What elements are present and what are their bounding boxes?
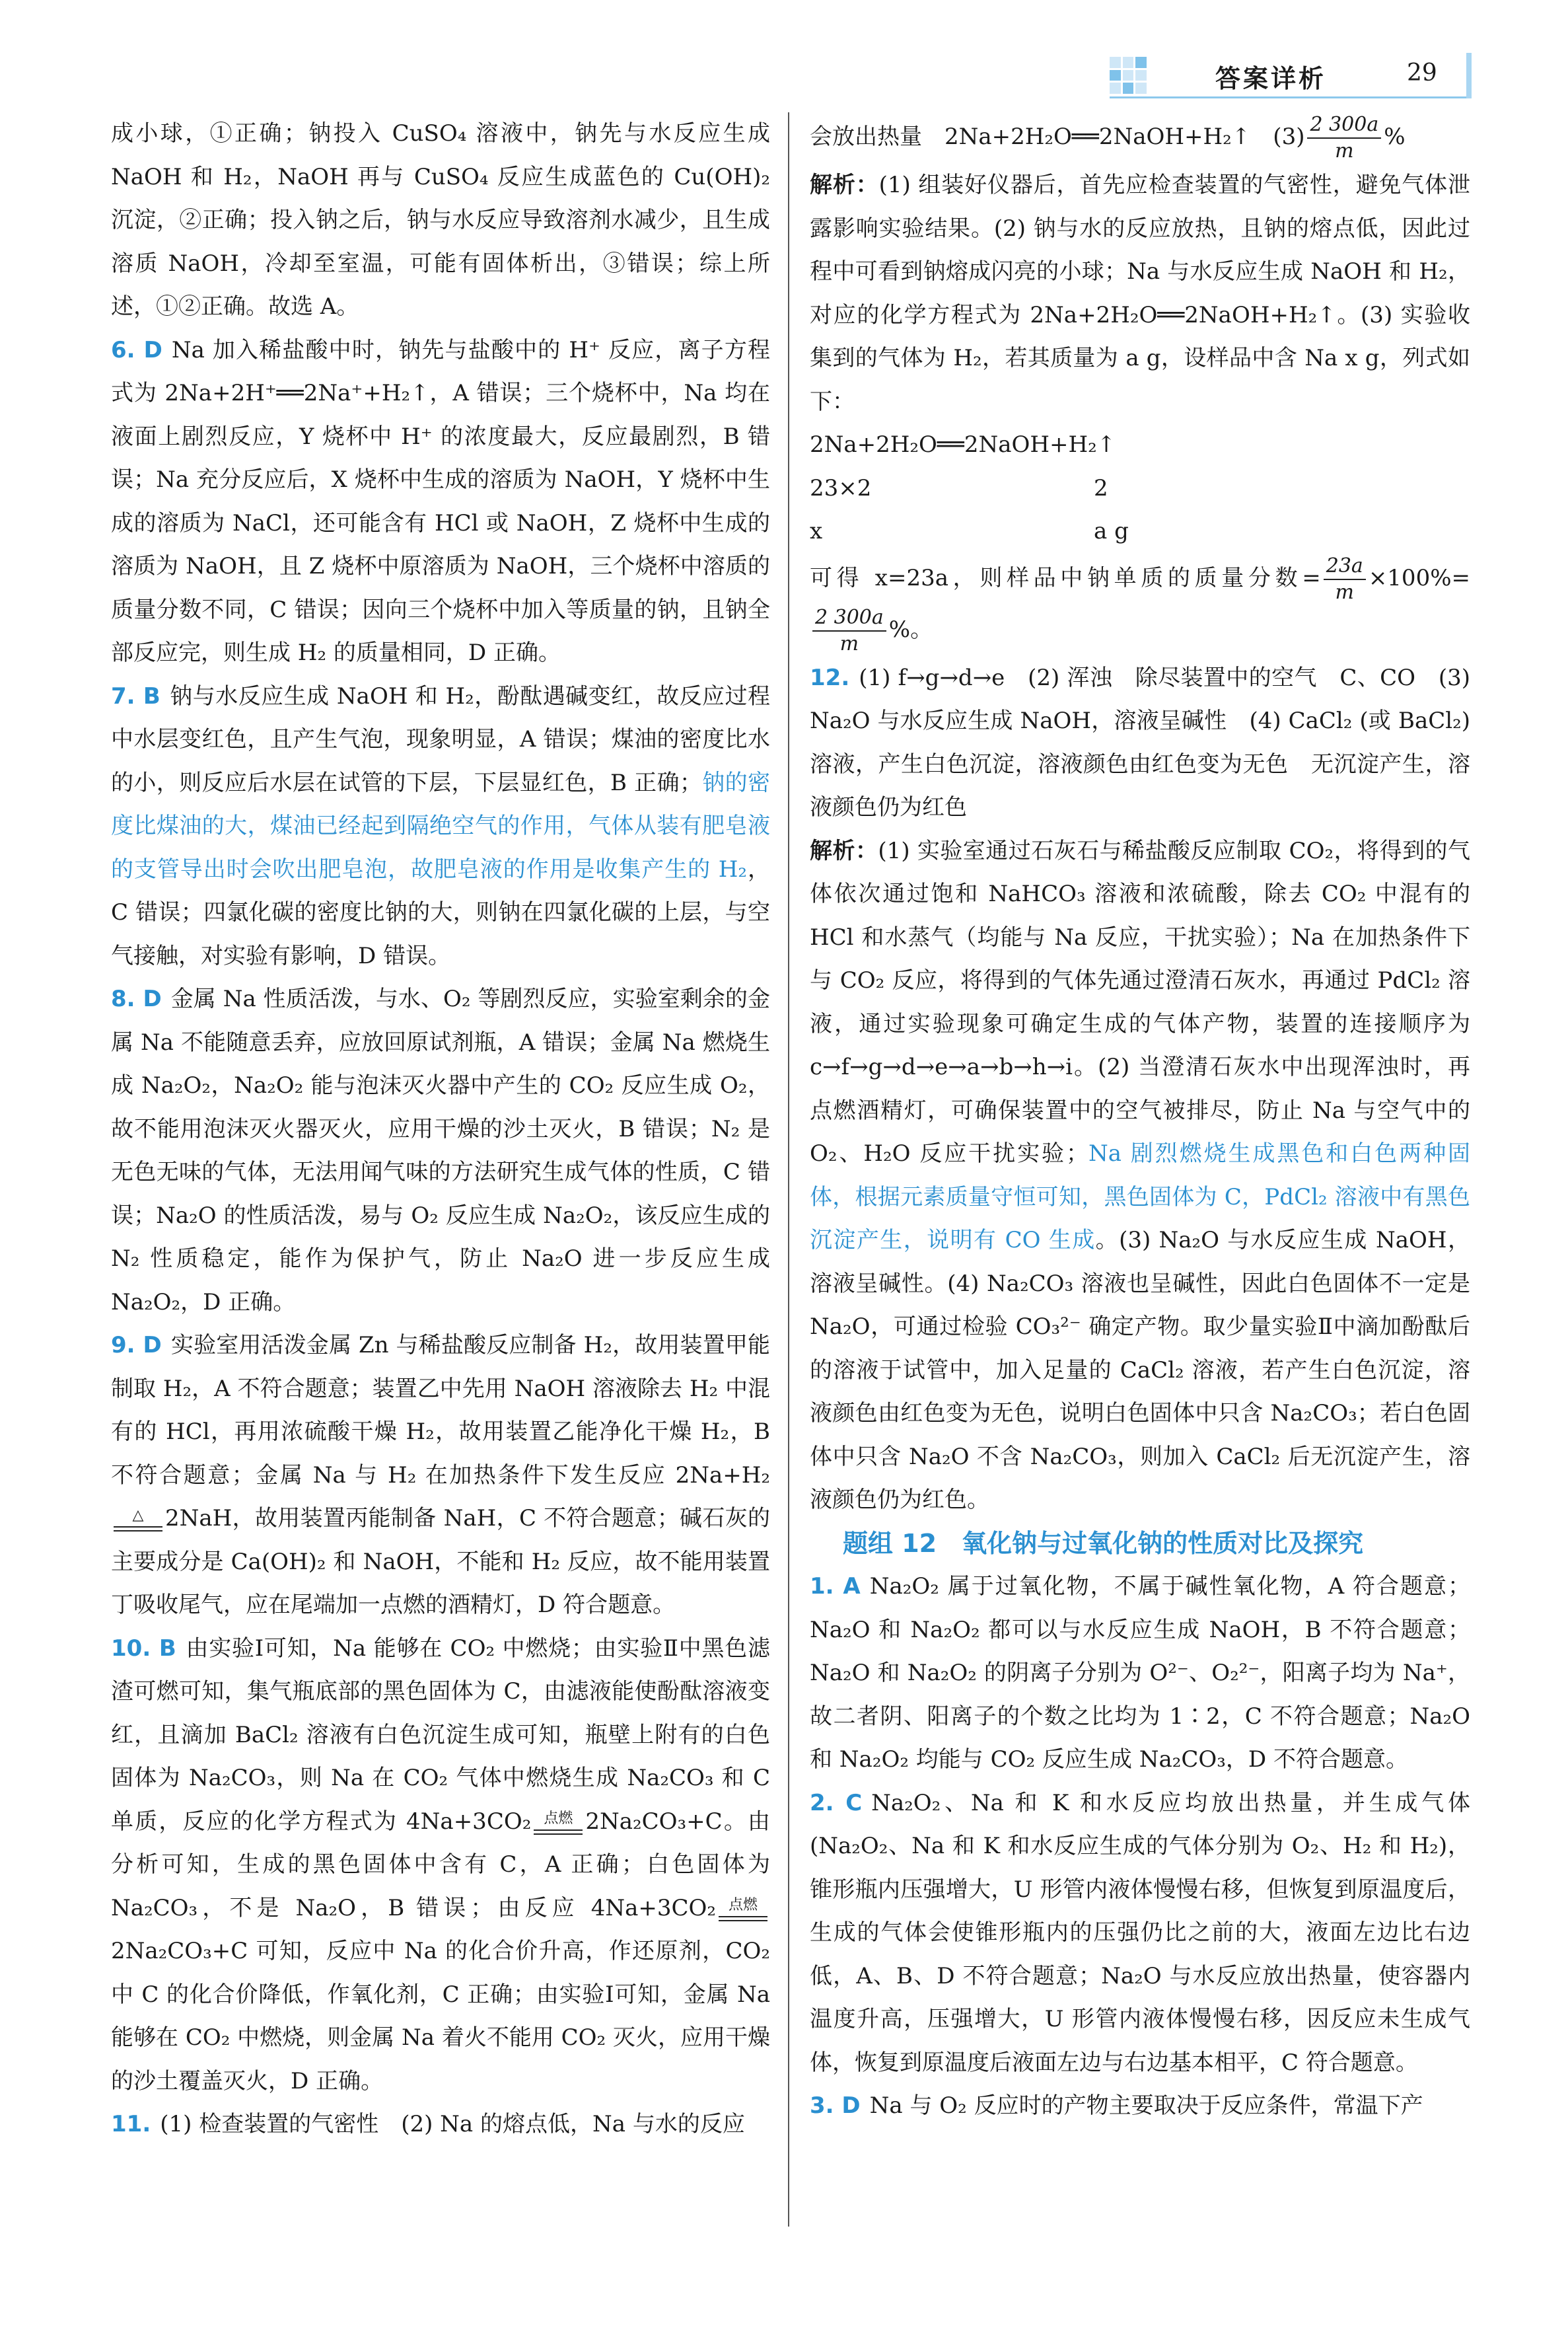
reaction-condition: 点燃 xyxy=(728,1896,758,1913)
right-column xyxy=(810,112,1470,2128)
answer-text: Na 与 O₂ 反应时的产物主要取决于反应条件，常温下产 xyxy=(869,2092,1423,2119)
answer-text: Na₂O₂ 属于过氧化物，不属于碱性氧化物，A 符合题意；Na₂O 和 Na₂O₂ 都可以与水反应生成 NaOH，B 不符合题意；Na₂O 和 Na₂O₂ 的阴离子分别为 O²⁻、O₂²⁻，阳离子均为 Na⁺，故二者阴、阳离子的个数之比均为 1∶2，C 不符合题意；Na₂O 和 Na₂O₂ 均能与 CO₂ 反应生成 Na₂CO₃，D 不符合题意。 xyxy=(810,1573,1470,1773)
answer-text: % xyxy=(1384,124,1406,150)
fraction-numerator: 23a xyxy=(1324,554,1366,580)
equation-cell: 2 xyxy=(1094,474,1108,501)
answer-label: 10. B xyxy=(111,1635,176,1662)
answer-text: 2Na₂CO₃+C 可知，反应中 Na 的化合价升高，作还原剂，CO₂ 中 C 的化合价降低，作氧化剂，C 正确；由实验Ⅰ可知，金属 Na 能够在 CO₂ 中燃烧，则金属 Na 着火不能用 CO₂ 灭火，应用干燥的沙土覆盖灭火，D 正确。 xyxy=(111,1938,770,2094)
analysis-label: 解析： xyxy=(810,172,879,198)
answer-text: Na 加入稀盐酸中时，钠先与盐酸中的 H⁺ 反应，离子方程式为 2Na+2H⁺══2Na⁺+H₂↑，A 错误；三个烧杯中，Na 均在液面上剧烈反应，Y 烧杯中 H⁺ 的浓度最大，反应最剧烈，B 错误；Na 充分反应后，X 烧杯中生成的溶质为 NaOH，Y 烧杯中生成的溶质为 NaCl，还可能含有 HCl 或 NaOH，Z 烧杯中生成的溶质为 NaOH，且 Z 烧杯中原溶质为 NaOH，三个烧杯中溶质的质量分数不同，C 错误；因向三个烧杯中加入等质量的钠，且钠全部反应完，则生成 H₂ 的质量相同，D 正确。 xyxy=(111,336,770,666)
page-number: 29 xyxy=(1407,59,1437,87)
fraction xyxy=(1307,112,1381,164)
equation-row xyxy=(810,467,1470,511)
answer-paragraph xyxy=(111,2103,770,2147)
fraction xyxy=(812,605,886,657)
answer-text: (1) 组装好仪器后，首先应检查装置的气密性，避免气体泄露影响实验结果。(2) 钠与水的反应放热，且钠的熔点低，因此过程中可看到钠熔成闪亮的小球；Na 与水反应生成 NaOH 和 H₂，对应的化学方程式为 2Na+2H₂O══2NaOH+H₂↑。(3) 实验收集到的气体为 H₂，若其质量为 a g，设样品中含 Na x g，列式如下： xyxy=(810,172,1471,415)
answer-paragraph xyxy=(111,1627,770,2104)
answer-label: 8. D xyxy=(111,986,162,1012)
answer-label: 7. B xyxy=(111,683,160,710)
answer-paragraph xyxy=(810,657,1470,830)
fraction xyxy=(1324,554,1366,605)
fraction-numerator: 2 300a xyxy=(812,605,886,632)
answer-paragraph xyxy=(111,1324,770,1627)
equation-row xyxy=(810,510,1470,554)
answer-paragraph xyxy=(810,830,1470,1522)
answer-paragraph xyxy=(111,329,770,675)
answer-text: (1) f→g→d→e (2) 浑浊 除尽装置中的空气 C、CO (3) Na₂O 与水反应生成 NaOH，溶液呈碱性 (4) CaCl₂ (或 BaCl₂)溶液，产生白色沉淀，溶液颜色由红色变为无色 无沉淀产生，溶液颜色仍为红色 xyxy=(810,664,1470,821)
reaction-condition: 点燃 xyxy=(544,1810,573,1827)
equation-cell: x xyxy=(810,518,823,544)
answer-text: 金属 Na 性质活泼，与水、O₂ 等剧烈反应，实验室剩余的金属 Na 不能随意丢弃，应放回原试剂瓶，A 错误；金属 Na 燃烧生成 Na₂O₂，Na₂O₂ 能与泡沫灭火器中产生的 CO₂ 反应生成 O₂，故不能用泡沫灭火器灭火，应用干燥的沙土灭火，B 错误；N₂ 是无色无味的气体，无法用闻气味的方法研究生成气体的性质，C 错误；Na₂O 的性质活泼，易与 O₂ 反应生成 Na₂O₂，该反应生成的 N₂ 性质稳定，能作为保护气，防止 Na₂O 进一步反应生成 Na₂O₂，D 正确。 xyxy=(111,986,770,1315)
answer-text: (1) 检查装置的气密性 (2) Na 的熔点低，Na 与水的反应 xyxy=(160,2111,745,2137)
answer-label: 6. D xyxy=(111,336,162,363)
answer-text: 实验室用活泼金属 Zn 与稀盐酸反应制备 H₂，故用装置甲能制取 H₂，A 不符合题意；装置乙中先用 NaOH 溶液除去 H₂ 中混有的 HCl，再用浓硫酸干燥 H₂，故用装置乙能净化干燥 H₂，B 不符合题意；金属 Na 与 H₂ 在加热条件下发生反应 2Na+H₂ xyxy=(111,1332,770,1489)
fraction-denominator: m xyxy=(1335,580,1354,604)
equation-cell: a g xyxy=(1094,518,1129,544)
answer-text: 2Na₂CO₃+C。由分析可知，生成的黑色固体中含有 C，A 正确；白色固体为 Na₂CO₃，不是 Na₂O，B 错误；由反应 4Na+3CO₂ xyxy=(111,1808,770,1921)
equals-sign xyxy=(114,1526,162,1532)
answer-paragraph xyxy=(810,1565,1470,1782)
header-logo-icon xyxy=(1110,57,1147,94)
fraction-denominator: m xyxy=(839,632,859,655)
equals-sign xyxy=(719,1916,767,1921)
answer-text: 。(3) Na₂O 与水反应生成 NaOH，溶液呈碱性。(4) Na₂CO₃ 溶液也呈碱性，因此白色固体不一定是 Na₂O，可通过检验 CO₃²⁻ 确定产物。取少量实验Ⅱ中滴加酚酞后的溶液于试管中，加入足量的 CaCl₂ 溶液，若产生白色沉淀，溶液颜色由红色变为无色，说明白色固体中只含 Na₂CO₃；若白色固体中只含 Na₂O 不含 Na₂CO₃，则加入 CaCl₂ 后无沉淀产生，溶液颜色仍为红色。 xyxy=(810,1227,1470,1513)
answer-paragraph xyxy=(810,164,1470,424)
answer-label: 9. D xyxy=(111,1332,162,1358)
answer-label: 3. D xyxy=(810,2092,861,2119)
answer-text: 成小球，①正确；钠投入 CuSO₄ 溶液中，钠先与水反应生成 NaOH 和 H₂，NaOH 再与 CuSO₄ 反应生成蓝色的 Cu(OH)₂ 沉淀，②正确；投入钠之后，钠与水反应导致溶剂水减少，且生成溶质 NaOH，冷却至室温，可能有固体析出，③错误；综上所述，①②正确。故选 A。 xyxy=(111,120,770,320)
header-title: 答案详析 xyxy=(1215,64,1327,93)
answer-label: 11. xyxy=(111,2111,151,2137)
answer-text: 由实验Ⅰ可知，Na 能够在 CO₂ 中燃烧；由实验Ⅱ中黑色滤渣可燃可知，集气瓶底部的黑色固体为 C，由滤液能使酚酞溶液变红，且滴加 BaCl₂ 溶液有白色沉淀生成可知，瓶壁上附有的白色固体为 Na₂CO₃，则 Na 在 CO₂ 气体中燃烧生成 Na₂CO₃ 和 C 单质，反应的化学方程式为 4Na+3CO₂ xyxy=(111,1635,770,1835)
answer-paragraph xyxy=(810,554,1470,657)
page-header xyxy=(1110,53,1466,98)
answer-text: 2NaH，故用装置丙能制备 NaH，C 不符合题意；碱石灰的主要成分是 Ca(OH)₂ 和 NaOH，不能和 H₂ 反应，故不能用装置丁吸收尾气，应在尾端加一点燃的酒精灯，D 符合题意。 xyxy=(111,1505,770,1618)
answer-text: %。 xyxy=(888,616,933,643)
answer-paragraph xyxy=(111,978,770,1324)
highlighted-text: 钠的密度比煤油的大，煤油已经起到隔绝空气的作用，气体从装有肥皂液的支管导出时会吹出肥皂泡，故肥皂液的作用是收集产生的 H₂ xyxy=(111,769,770,883)
answer-text: 会放出热量 2Na+2H₂O══2NaOH+H₂↑ (3) xyxy=(810,124,1305,150)
answer-text: ，C 错误；四氯化碳的密度比钠的大，则钠在四氯化碳的上层，与空气接触，对实验有影响，D 错误。 xyxy=(111,856,771,969)
answer-paragraph xyxy=(810,1782,1470,2085)
answer-paragraph xyxy=(111,675,770,978)
section-heading: 题组 12 氧化钠与过氧化钠的性质对比及探究 xyxy=(843,1528,1364,1558)
answer-label: 12. xyxy=(810,664,850,691)
fraction-numerator: 2 300a xyxy=(1307,112,1381,139)
answer-paragraph xyxy=(111,112,770,329)
reaction-condition-sign xyxy=(719,1898,767,1921)
answer-paragraph xyxy=(810,2085,1470,2128)
equation-cell: 2Na+2H₂O══2NaOH+H₂↑ xyxy=(810,431,1116,458)
highlighted-text: Na 剧烈燃烧生成黑色和白色两种固体，根据元素质量守恒可知，黑色固体为 C，PdCl₂ 溶液中有黑色沉淀产生，说明有 CO 生成 xyxy=(810,1140,1471,1253)
answer-text: (1) 实验室通过石灰石与稀盐酸反应制取 CO₂，将得到的气体依次通过饱和 NaHCO₃ 溶液和浓硫酸，除去 CO₂ 中混有的 HCl 和水蒸气（均能与 Na 反应，干扰实验）；Na 在加热条件下与 CO₂ 反应，将得到的气体先通过澄清石灰水，再通过 PdCl₂ 溶液，通过实验现象可确定生成的气体产物，装置的连接顺序为 c→f→g→d→e→a→b→h→i。(2) 当澄清石灰水中出现浑浊时，再点燃酒精灯，可确保装置中的空气被排尽，防止 Na 与空气中的 O₂、H₂O 反应干扰实验； xyxy=(810,837,1471,1167)
answer-label: 2. C xyxy=(810,1789,863,1816)
header-accent-bar xyxy=(1466,53,1472,98)
answer-text: 可得 x=23a，则样品中钠单质的质量分数= xyxy=(810,564,1321,591)
reaction-condition-sign xyxy=(114,1508,162,1532)
equation-cell: 23×2 xyxy=(810,474,872,501)
answer-text: ×100%= xyxy=(1368,564,1470,591)
answer-label: 1. A xyxy=(810,1573,861,1600)
answer-paragraph xyxy=(810,112,1470,164)
analysis-label: 解析： xyxy=(810,837,878,864)
answer-text: Na₂O₂、Na 和 K 和水反应均放出热量，并生成气体(Na₂O₂、Na 和 K 和水反应生成的气体分别为 O₂、H₂ 和 H₂)，锥形瓶内压强增大，U 形管内液体慢慢右移，但恢复到原温度后，生成的气体会使锥形瓶内的压强仍比之前的大，液面左边比右边低，A、B、D 不符合题意；Na₂O 与水反应放出热量，使容器内温度升高，压强增大，U 形管内液体慢慢右移，因反应未生成气体，恢复到原温度后液面左边与右边基本相平，C 符合题意。 xyxy=(810,1789,1470,2076)
fraction-denominator: m xyxy=(1335,139,1354,163)
reaction-condition-sign xyxy=(534,1811,583,1835)
column-divider xyxy=(788,112,789,2227)
left-column xyxy=(111,112,770,2147)
equation-row xyxy=(810,424,1470,467)
answer-text: 钠与水反应生成 NaOH 和 H₂，酚酞遇碱变红，故反应过程中水层变红色，且产生气泡，现象明显，A 错误；煤油的密度比水的小，则反应后水层在试管的下层，下层显红色，B 正确； xyxy=(111,683,771,796)
equals-sign xyxy=(534,1829,583,1835)
reaction-condition: △ xyxy=(132,1507,144,1524)
